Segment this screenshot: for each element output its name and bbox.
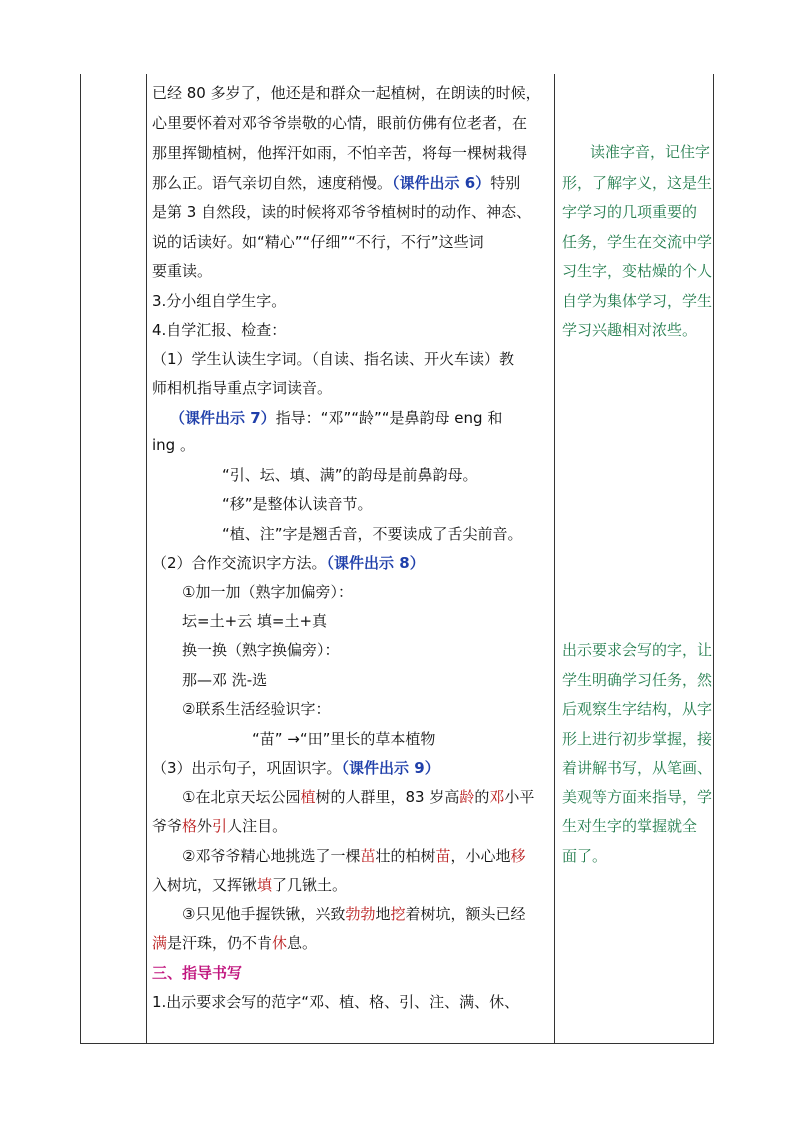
text-line: 那—邓 洗-选 xyxy=(182,671,268,689)
text-line: ①加一加（熟字加偏旁）： xyxy=(182,583,353,601)
note-line: 出示要求会写的字，让 xyxy=(562,641,713,659)
note-line: 任务，学生在交流中学 xyxy=(562,233,713,251)
text-line: ing 。 xyxy=(152,436,195,454)
lesson-plan-table xyxy=(80,74,714,1044)
text-line: 那么正。语气亲切自然，速度稍慢。（课件出示 6）特别 xyxy=(152,174,521,192)
table-border-right xyxy=(713,74,714,1044)
text-line: 那里挥锄植树，他挥汗如雨，不怕辛苦，将每一棵树栽得 xyxy=(152,144,528,162)
note-line: 后观察生字结构，从字 xyxy=(562,700,713,718)
example-sentence: 入树坑，又挥锹填了几锹土。 xyxy=(152,876,348,894)
note-line: 读准字音，记住字 xyxy=(590,143,711,161)
text-line: （1）学生认读生字词。（自读、指名读、开火车读）教 xyxy=(152,350,515,368)
courseware-hint: （课件出示 8） xyxy=(326,554,425,572)
note-line: 学习兴趣相对浓些。 xyxy=(562,321,698,339)
note-line: 生对生字的掌握就全 xyxy=(562,817,698,835)
text-line: 心里要怀着对邓爷爷崇敬的心情，眼前仿佛有位老者，在 xyxy=(152,114,528,132)
note-line: 美观等方面来指导，学 xyxy=(562,788,713,806)
note-line: 字学习的几项重要的 xyxy=(562,203,698,221)
text-line: （课件出示 7）指导：“邓”“龄”“是鼻韵母 eng 和 xyxy=(170,409,503,427)
text-line: 师相机指导重点字词读音。 xyxy=(152,379,333,397)
text-line: “植、注”字是翘舌音，不要读成了舌尖前音。 xyxy=(222,525,523,543)
example-sentence: 爷爷格外引人注目。 xyxy=(152,817,288,835)
note-line: 面了。 xyxy=(562,847,608,865)
text-line: ②联系生活经验识字： xyxy=(182,700,331,718)
table-border-bottom xyxy=(80,1043,714,1044)
example-sentence: 满是汗珠，仍不肯休息。 xyxy=(152,934,318,952)
courseware-hint: （课件出示 7） xyxy=(170,409,276,427)
text-line: 坛=土+云 填=土+真 xyxy=(182,612,328,630)
text-line: 是第 3 自然段，读的时候将邓爷爷植树时的动作、神态、 xyxy=(152,203,532,221)
note-line: 学生明确学习任务，然 xyxy=(562,671,713,689)
section-heading: 三、指导书写 xyxy=(152,964,243,982)
step-line: 3.分小组自学生字。 xyxy=(152,292,287,310)
text-line: 换一换（熟字换偏旁）： xyxy=(182,641,340,659)
example-sentence: ③只见他手握铁锹，兴致勃勃地挖着树坑，额头已经 xyxy=(182,905,526,923)
courseware-hint: （课件出示 6） xyxy=(392,174,491,192)
text-line: 说的话读好。如“精心”“仔细”“不行，不行”这些词 xyxy=(152,233,484,251)
text-line: 已经 80 多岁了，他还是和群众一起植树，在朗读的时候， xyxy=(152,84,541,102)
text-line: （2）合作交流识字方法。（课件出示 8） xyxy=(152,554,425,572)
note-line: 形，了解字义，这是生 xyxy=(562,174,713,192)
example-sentence: ①在北京天坛公园植树的人群里，83 岁高龄的邓小平 xyxy=(182,788,535,806)
text-line: 1.出示要求会写的范字“邓、植、格、引、注、满、休、 xyxy=(152,993,520,1011)
table-border-left xyxy=(80,74,81,1044)
text-line: “引、坛、填、满”的韵母是前鼻韵母。 xyxy=(222,466,478,484)
note-line: 形上进行初步掌握，接 xyxy=(562,730,713,748)
note-line: 着讲解书写，从笔画、 xyxy=(562,759,713,777)
step-line: 4.自学汇报、检查： xyxy=(152,321,287,339)
table-divider-1 xyxy=(146,74,147,1044)
courseware-hint: （课件出示 9） xyxy=(341,759,440,777)
text-line: “移”是整体认读音节。 xyxy=(222,495,373,513)
note-line: 习生字，变枯燥的个人 xyxy=(562,262,713,280)
text-line: 要重读。 xyxy=(152,262,213,280)
note-line: 自学为集体学习，学生 xyxy=(562,292,713,310)
table-divider-2 xyxy=(554,74,555,1044)
text-line: （3）出示句子，巩固识字。（课件出示 9） xyxy=(152,759,440,777)
example-sentence: ②邓爷爷精心地挑选了一棵茁壮的柏树苗，小心地移 xyxy=(182,847,526,865)
text-line: “苗” →“田”里长的草本植物 xyxy=(252,730,436,748)
